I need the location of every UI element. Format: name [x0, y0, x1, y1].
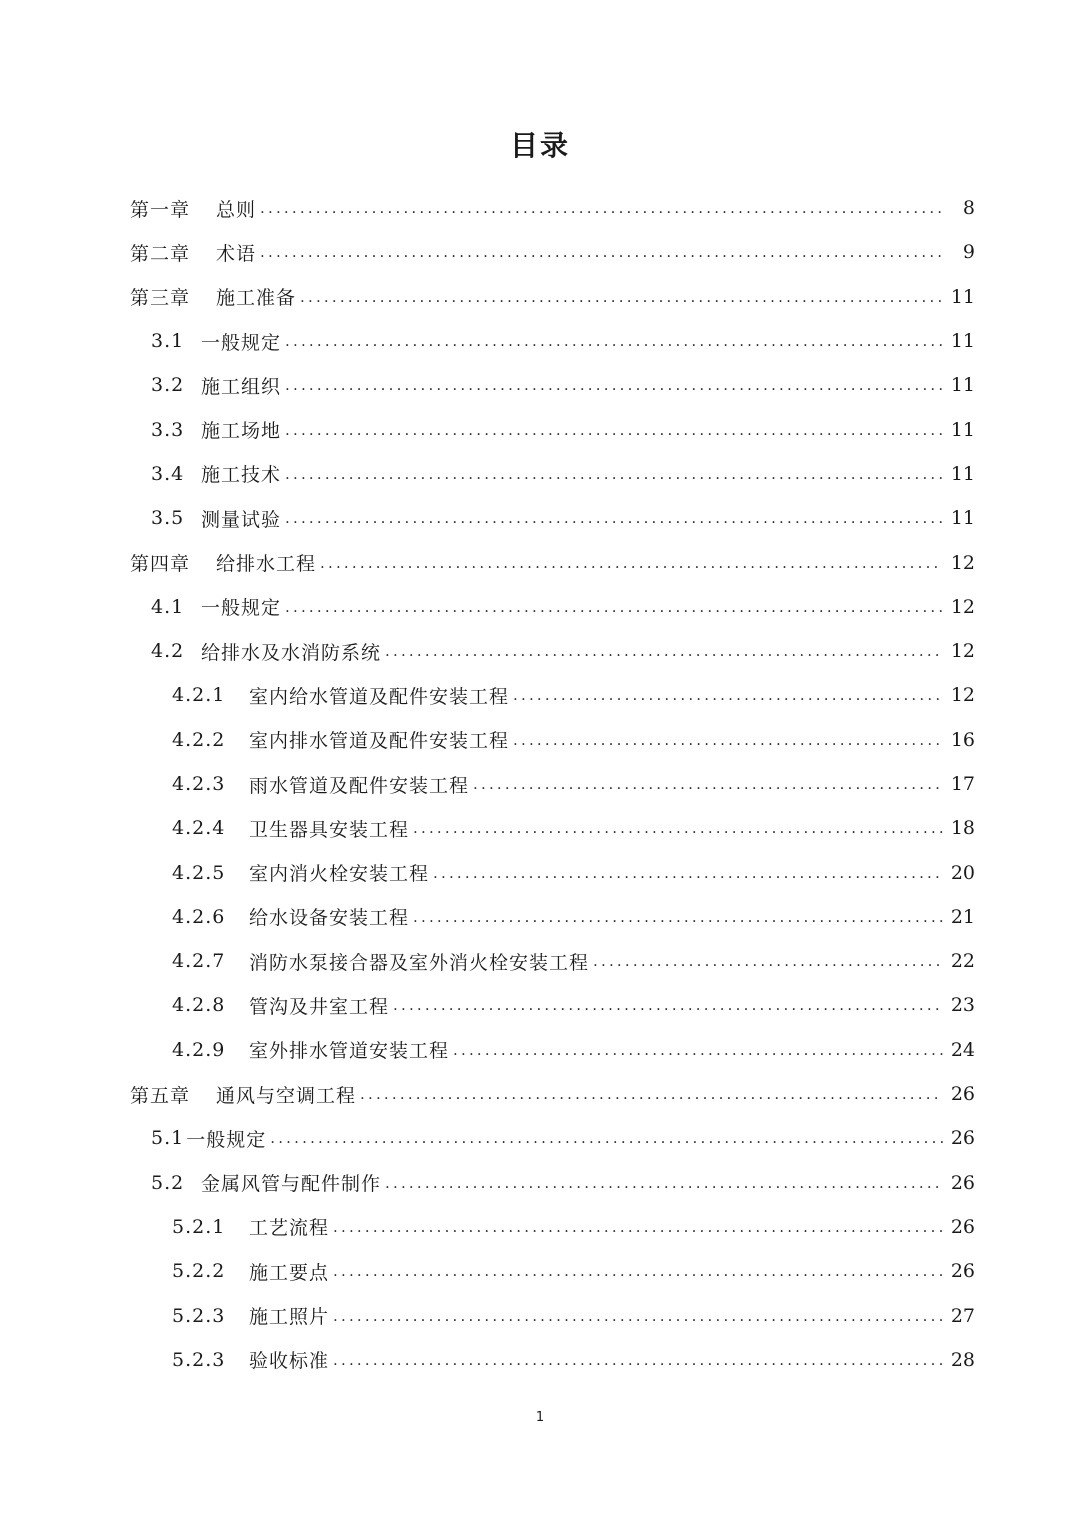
- toc-entry-number: 第三章: [130, 287, 191, 310]
- toc-entry-5-2-3-photos[interactable]: [0, 1293, 1080, 1337]
- toc-entry-title: 工艺流程: [249, 1217, 330, 1240]
- toc-entry-4-2-1[interactable]: [0, 673, 1080, 717]
- toc-leader-dots: [285, 465, 943, 483]
- toc-entry-number: 5.2: [151, 1171, 185, 1194]
- toc-entry-page: 12: [950, 595, 975, 618]
- toc-leader-dots: [473, 775, 943, 793]
- toc-entry-number: 3.2: [151, 374, 185, 397]
- toc-entry-3-2[interactable]: [0, 363, 1080, 407]
- toc-entry-3-1[interactable]: [0, 319, 1080, 363]
- toc-entry-number: 3.1: [151, 330, 185, 353]
- toc-entry-title: 施工组织: [201, 375, 282, 398]
- toc-entry-5-2-1[interactable]: [0, 1205, 1080, 1249]
- toc-entry-title: 室内消火栓安装工程: [249, 863, 430, 886]
- toc-entry-page: 22: [950, 950, 975, 973]
- toc-entry-number: 3.4: [151, 462, 185, 485]
- toc-entry-number: 4.2.7: [172, 950, 226, 973]
- toc-entry-title: 测量试验: [201, 508, 282, 531]
- toc-entry-title: 给排水及水消防系统: [201, 641, 382, 664]
- toc-entry-number: 5.1: [151, 1127, 185, 1150]
- toc-entry-page: 12: [950, 551, 975, 574]
- toc-entry-chapter-3[interactable]: [0, 275, 1080, 319]
- toc-entry-chapter-4[interactable]: [0, 540, 1080, 584]
- toc-entry-title: 施工技术: [201, 464, 282, 487]
- toc-leader-dots: [593, 952, 943, 970]
- toc-entry-page: 11: [950, 285, 975, 308]
- toc-entry-title: 室内给水管道及配件安装工程: [249, 685, 510, 708]
- toc-entry-page: 26: [950, 1083, 975, 1106]
- toc-entry-number: 5.2.3: [172, 1304, 226, 1327]
- toc-entry-page: 17: [950, 773, 975, 795]
- toc-entry-page: 26: [950, 1171, 975, 1194]
- toc-entry-4-2-2[interactable]: [0, 718, 1080, 762]
- toc-entry-5-1[interactable]: [0, 1116, 1080, 1160]
- toc-leader-dots: [453, 1041, 943, 1059]
- toc-entry-number: 第二章: [130, 242, 191, 265]
- toc-entry-title: 一般规定: [186, 1128, 267, 1151]
- toc-entry-page: 11: [950, 507, 975, 530]
- toc-entry-page: 27: [950, 1304, 975, 1327]
- toc-leader-dots: [270, 1129, 943, 1147]
- toc-leader-dots: [285, 509, 943, 527]
- toc-entry-title: 施工照片: [249, 1306, 330, 1329]
- toc-leader-dots: [260, 243, 945, 261]
- toc-entry-page: 9: [962, 241, 975, 264]
- toc-entry-number: 第五章: [130, 1084, 191, 1107]
- toc-entry-title: 管沟及井室工程: [249, 995, 390, 1018]
- toc-entry-number: 3.3: [151, 418, 185, 441]
- toc-entry-page: 11: [950, 374, 975, 397]
- toc-entry-title: 金属风管与配件制作: [201, 1173, 382, 1196]
- page-number: 1: [535, 1410, 545, 1425]
- toc-entry-title: 给水设备安装工程: [249, 907, 410, 930]
- toc-entry-5-2-2[interactable]: [0, 1249, 1080, 1293]
- toc-entry-chapter-5[interactable]: [0, 1072, 1080, 1116]
- toc-entry-page: 12: [950, 640, 975, 663]
- toc-entry-4-2-6[interactable]: [0, 895, 1080, 939]
- toc-entry-page: 20: [950, 861, 975, 884]
- toc-entry-page: 23: [950, 994, 975, 1017]
- toc-entry-title: 卫生器具安装工程: [249, 818, 410, 841]
- toc-title: 目录: [509, 129, 570, 162]
- toc-entry-page: 24: [950, 1038, 975, 1061]
- toc-entry-3-3[interactable]: [0, 407, 1080, 451]
- toc-leader-dots: [385, 642, 943, 660]
- toc-entry-page: 8: [962, 197, 975, 220]
- toc-entry-title: 一般规定: [201, 597, 282, 620]
- toc-entry-4-2-5[interactable]: [0, 850, 1080, 894]
- toc-entry-number: 5.2.1: [172, 1215, 226, 1238]
- toc-entry-title: 室外排水管道安装工程: [249, 1040, 450, 1063]
- toc-entry-4-2-9[interactable]: [0, 1028, 1080, 1072]
- toc-entry-5-2[interactable]: [0, 1161, 1080, 1205]
- toc-entry-title: 雨水管道及配件安装工程: [249, 774, 470, 797]
- toc-entry-4-1[interactable]: [0, 585, 1080, 629]
- toc-entry-3-4[interactable]: [0, 452, 1080, 496]
- toc-entry-number: 第四章: [130, 553, 191, 576]
- toc-entry-4-2-7[interactable]: [0, 939, 1080, 983]
- toc-entry-3-5[interactable]: [0, 496, 1080, 540]
- toc-entry-number: 4.1: [151, 595, 185, 618]
- toc-entry-title: 一般规定: [201, 331, 282, 354]
- toc-entry-number: 4.2.8: [172, 994, 226, 1017]
- toc-entry-title: 施工准备: [216, 287, 297, 310]
- toc-entry-number: 4.2.6: [172, 905, 226, 928]
- toc-entry-title: 施工要点: [249, 1261, 330, 1284]
- toc-entry-title: 验收标准: [249, 1350, 330, 1373]
- toc-leader-dots: [333, 1218, 943, 1236]
- toc-entry-page: 11: [950, 330, 975, 353]
- toc-entry-number: 5.2.2: [172, 1260, 226, 1283]
- toc-entry-number: 4.2.4: [172, 817, 226, 840]
- toc-leader-dots: [285, 376, 943, 394]
- toc-entry-number: 4.2.3: [172, 773, 226, 795]
- toc-leader-dots: [513, 686, 943, 704]
- toc-leader-dots: [385, 1174, 943, 1192]
- toc-entry-number: 4.2.5: [172, 861, 226, 884]
- toc-leader-dots: [285, 598, 943, 616]
- toc-leader-dots: [513, 731, 943, 749]
- toc-leader-dots: [333, 1307, 943, 1325]
- toc-entry-title: 总则: [216, 198, 257, 221]
- toc-entry-page: 18: [950, 817, 975, 840]
- toc-entry-title: 术语: [216, 242, 257, 265]
- toc-entry-page: 21: [950, 905, 975, 928]
- toc-leader-dots: [393, 996, 943, 1014]
- toc-leader-dots: [413, 908, 943, 926]
- toc-entry-page: 11: [950, 462, 975, 485]
- toc-entry-number: 4.2.1: [172, 684, 226, 707]
- table-of-contents: [0, 186, 1080, 1382]
- toc-entry-number: 3.5: [151, 507, 185, 530]
- toc-entry-5-2-3-acceptance[interactable]: [0, 1338, 1080, 1382]
- toc-leader-dots: [333, 1262, 943, 1280]
- toc-entry-page: 28: [950, 1348, 975, 1371]
- toc-leader-dots: [360, 1085, 943, 1103]
- toc-entry-title: 施工场地: [201, 420, 282, 443]
- toc-entry-page: 26: [950, 1260, 975, 1283]
- toc-entry-page: 11: [950, 418, 975, 441]
- toc-entry-chapter-2[interactable]: [0, 230, 1080, 274]
- toc-leader-dots: [333, 1351, 943, 1369]
- toc-entry-title: 给排水工程: [216, 553, 317, 576]
- toc-entry-4-2-3[interactable]: [0, 762, 1080, 806]
- toc-entry-4-2-8[interactable]: [0, 983, 1080, 1027]
- toc-entry-number: 4.2: [151, 640, 185, 663]
- toc-entry-page: 16: [950, 728, 975, 751]
- toc-entry-page: 12: [950, 684, 975, 707]
- toc-entry-chapter-1[interactable]: [0, 186, 1080, 230]
- toc-entry-number: 第一章: [130, 198, 191, 221]
- toc-entry-number: 5.2.3: [172, 1348, 226, 1371]
- toc-leader-dots: [300, 288, 943, 306]
- toc-entry-number: 4.2.9: [172, 1038, 226, 1061]
- toc-leader-dots: [320, 554, 943, 572]
- toc-leader-dots: [285, 332, 943, 350]
- toc-leader-dots: [260, 199, 945, 217]
- toc-entry-page: 26: [950, 1215, 975, 1238]
- toc-entry-title: 消防水泵接合器及室外消火栓安装工程: [249, 951, 590, 974]
- toc-leader-dots: [413, 819, 943, 837]
- toc-entry-4-2-4[interactable]: [0, 806, 1080, 850]
- toc-leader-dots: [285, 421, 943, 439]
- toc-entry-page: 26: [950, 1127, 975, 1150]
- toc-entry-title: 室内排水管道及配件安装工程: [249, 730, 510, 753]
- toc-entry-number: 4.2.2: [172, 728, 226, 751]
- toc-entry-title: 通风与空调工程: [216, 1084, 357, 1107]
- toc-entry-4-2[interactable]: [0, 629, 1080, 673]
- toc-leader-dots: [433, 864, 943, 882]
